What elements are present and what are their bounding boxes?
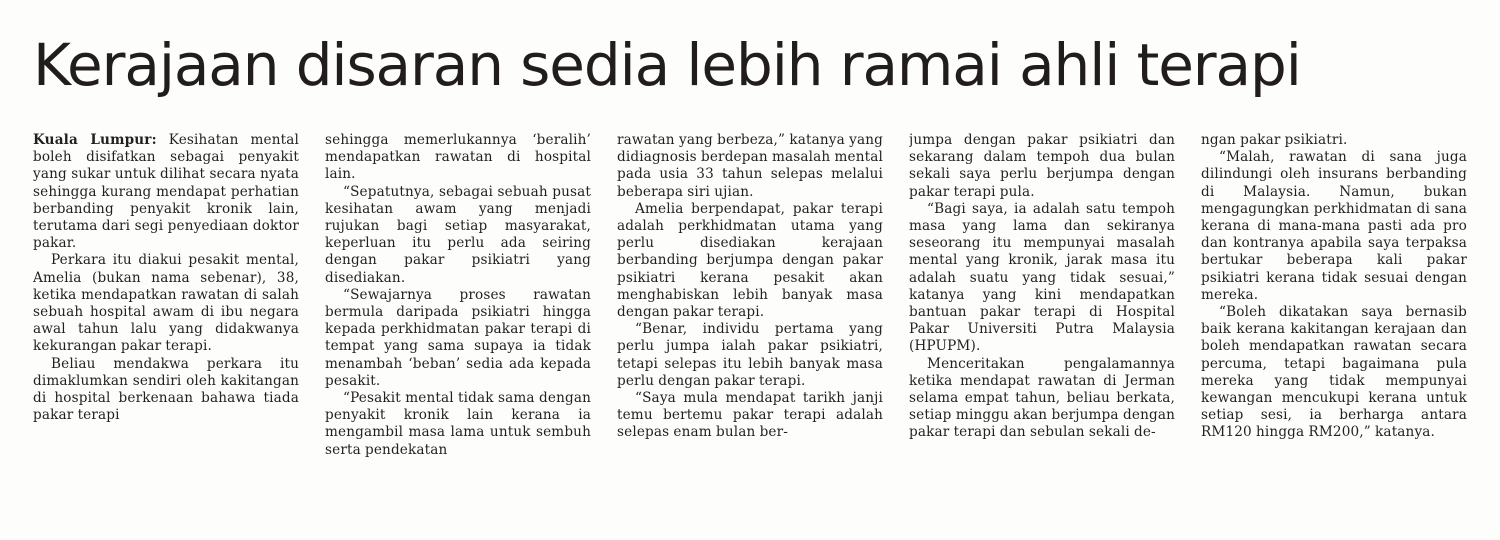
article-paragraph: “Boleh dikatakan saya bernasib baik kerana kakitangan kerajaan dan boleh mendapatkan rawatan secara percuma, tetapi bagaimana pula mereka yang tidak mempunyai kewangan mencukupi kerana untuk setiap sesi, ia berharga antara RM120 hingga RM200,” katanya. <box>1201 304 1467 441</box>
article-paragraph: Amelia berpendapat, pakar terapi adalah perkhidmatan utama yang perlu disediakan kerajaan berbanding berjumpa dengan pakar psikiatri kerana pesakit akan menghabiskan lebih banyak masa dengan pakar terapi. <box>617 200 883 321</box>
article-paragraph: “Saya mula mendapat tarikh janji temu bertemu pakar terapi adalah selepas enam bulan ber- <box>617 390 883 441</box>
dateline: Kuala Lumpur: <box>33 132 157 148</box>
article-paragraph: “Bagi saya, ia adalah satu tempoh masa yang lama dan sekiranya seseorang itu mempunyai masalah mental yang kronik, jarak masa itu adalah suatu yang tidak sesuai,” katanya yang kini mendapatkan bantuan pakar terapi di Hospital Pakar Universiti Putra Malaysia (HPUPM). <box>909 200 1175 355</box>
article-paragraph: rawatan yang berbeza,” katanya yang didiagnosis berdepan masalah mental pada usia 33 tahun selepas melalui beberapa siri ujian. <box>617 132 883 200</box>
article-column-1 <box>33 132 299 527</box>
article-column-4 <box>909 132 1175 527</box>
article-paragraph: “Sewajarnya proses rawatan bermula daripada psikiatri hingga kepada perkhidmatan pakar terapi di tempat yang sama supaya ia tidak menambah ‘beban’ sedia ada kepada pesakit. <box>325 286 591 389</box>
article-paragraph: ngan pakar psikiatri. <box>1201 132 1348 148</box>
article-paragraph: “Pesakit mental tidak sama dengan penyakit kronik lain kerana ia mengambil masa lama untuk sembuh serta pendekatan <box>325 390 591 458</box>
article-paragraph: Perkara itu diakui pesakit mental, Amelia (bukan nama sebenar), 38, ketika mendapatkan rawatan di salah sebuah hospital awam di ibu negara awal tahun lalu yang didakwanya kekurangan pakar terapi. <box>33 252 299 355</box>
article-paragraph: Beliau mendakwa perkara itu dimaklumkan sendiri oleh kakitangan di hospital berkenaan bahawa tiada pakar terapi <box>33 355 299 424</box>
article-column-2 <box>325 132 591 527</box>
article-paragraph: jumpa dengan pakar psikiatri dan sekarang dalam tempoh dua bulan sekali saya perlu berjumpa dengan pakar terapi pula. <box>909 132 1175 200</box>
article-paragraph: sehingga memerlukannya ‘beralih’ mendapatkan rawatan di hospital lain. <box>325 132 591 183</box>
article-paragraph <box>33 132 299 252</box>
article-paragraph: “Benar, individu pertama yang perlu jumpa ialah pakar psikiatri, tetapi selepas itu lebih banyak masa perlu dengan pakar terapi. <box>617 321 883 389</box>
article-column-5 <box>1201 132 1467 527</box>
article-paragraph: “Malah, rawatan di sana juga dilindungi oleh insurans berbanding di Malaysia. Namun, bukan mengagungkan perkhidmatan di sana kerana di mana-mana pasti ada pro dan kontranya apabila saya terpaksa bertukar beberapa kali pakar psikiatri kerana tidak sesuai dengan mereka. <box>1201 149 1467 303</box>
article-paragraph: Menceritakan pengalamannya ketika mendapat rawatan di Jerman selama empat tahun, beliau berkata, setiap minggu akan berjumpa dengan pakar terapi dan sebulan sekali de- <box>909 355 1175 441</box>
article-column-3 <box>617 132 883 527</box>
article-paragraph: “Sepatutnya, sebagai sebuah pusat kesihatan awam yang menjadi rujukan bagi setiap masyarakat, keperluan itu perlu ada seiring dengan pakar psikiatri yang disediakan. <box>325 183 591 286</box>
headline: Kerajaan disaran sedia lebih ramai ahli terapi <box>33 31 1301 99</box>
paragraph-text: Kesihatan mental boleh disifatkan sebagai penyakit yang sukar untuk dilihat secara nyata sehingga kurang mendapat perhatian berbanding penyakit kronik lain, terutama dari segi penyediaan doktor pakar. <box>33 132 299 252</box>
article-body <box>33 132 1473 532</box>
